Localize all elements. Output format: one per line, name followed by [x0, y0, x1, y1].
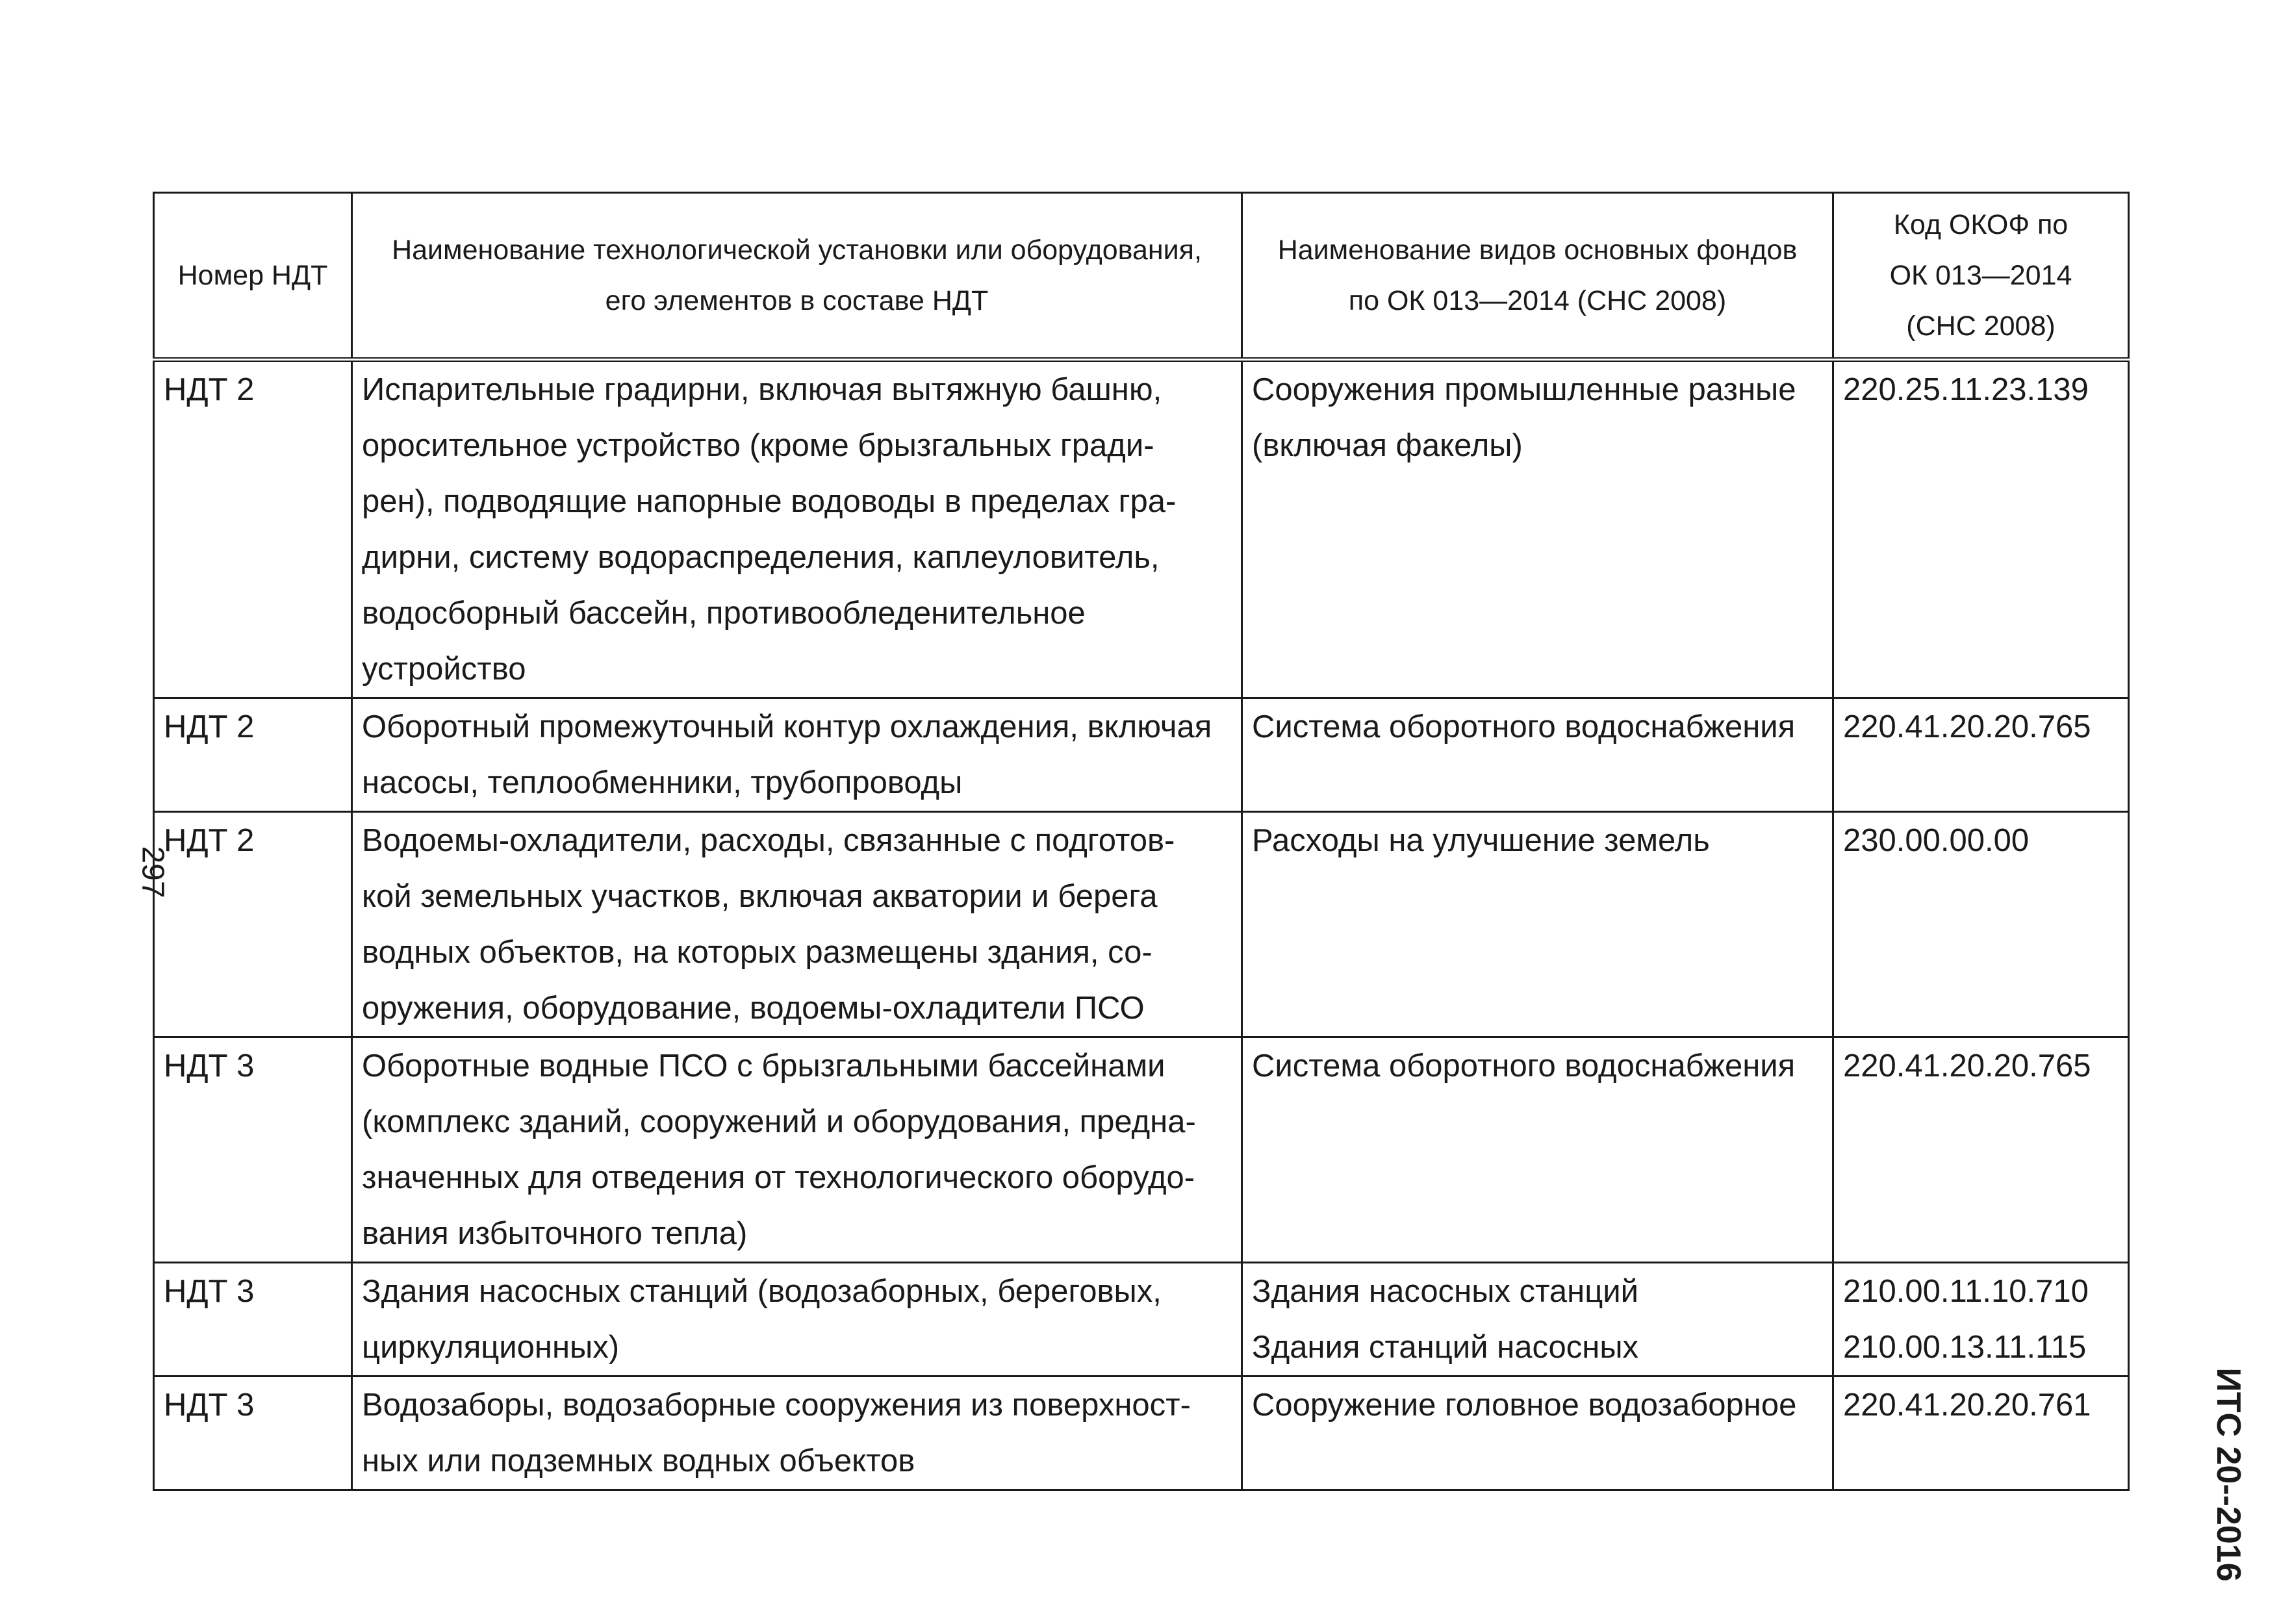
cell-equipment-name-line: значенных для отведения от технологического оборудо-: [362, 1160, 1195, 1195]
cell-equipment-name-line: дирни, систему водораспределения, каплеуловитель,: [362, 540, 1160, 575]
table-row: [154, 1263, 2129, 1377]
table-header-row: [154, 193, 2129, 360]
table-row: [154, 698, 2129, 812]
cell-ndt-number-text: НДТ 2: [164, 709, 255, 744]
cell-asset-kind-line: Сооружения промышленные разные: [1252, 372, 1796, 407]
cell-equipment-name-line: вания избыточного тепла): [362, 1216, 748, 1251]
header-number: [154, 193, 352, 360]
cell-asset-kind-line: (включая факелы): [1252, 428, 1523, 463]
header-code-line: ОК 013—2014: [1889, 260, 2072, 291]
cell-asset-kind: [1242, 698, 1833, 812]
cell-ndt-number: [154, 1037, 352, 1263]
header-number-label: Номер НДТ: [177, 260, 328, 291]
cell-okof-code: [1833, 1037, 2129, 1263]
header-code: [1833, 193, 2129, 360]
document-id: ИТС 20--2016: [2209, 1367, 2247, 1582]
cell-asset-kind: [1242, 812, 1833, 1037]
cell-equipment-name: [352, 360, 1242, 698]
cell-asset-kind-line: Здания станций насосных: [1252, 1330, 1639, 1365]
header-kind-line: Наименование видов основных фондов: [1277, 235, 1798, 266]
header-name: [352, 193, 1242, 360]
cell-okof-code-line: 220.41.20.20.765: [1843, 709, 2091, 744]
cell-okof-code: [1833, 1263, 2129, 1377]
header-name-line: его элементов в составе НДТ: [605, 285, 989, 316]
cell-equipment-name-line: Оборотный промежуточный контур охлаждения, включая: [362, 709, 1212, 744]
cell-asset-kind-line: Система оборотного водоснабжения: [1252, 709, 1796, 744]
cell-okof-code: [1833, 698, 2129, 812]
cell-equipment-name-line: оросительное устройство (кроме брызгальных гради-: [362, 428, 1154, 463]
header-kind-line: по ОК 013—2014 (СНС 2008): [1348, 285, 1727, 316]
cell-ndt-number: [154, 1263, 352, 1377]
cell-ndt-number-text: НДТ 3: [164, 1048, 255, 1084]
cell-equipment-name-line: оружения, оборудование, водоемы-охладители ПСО: [362, 991, 1145, 1026]
table-row: [154, 360, 2129, 698]
cell-asset-kind-line: Здания насосных станций: [1252, 1274, 1639, 1309]
page-number: 297: [135, 846, 170, 898]
cell-equipment-name-line: Водозаборы, водозаборные сооружения из поверхност-: [362, 1388, 1191, 1423]
cell-equipment-name-line: насосы, теплообменники, трубопроводы: [362, 765, 963, 800]
cell-equipment-name-line: рен), подводящие напорные водоводы в пределах гра-: [362, 484, 1177, 519]
cell-ndt-number: [154, 1377, 352, 1490]
cell-equipment-name-line: кой земельных участков, включая акватории и берега: [362, 879, 1158, 914]
cell-ndt-number-text: НДТ 2: [164, 372, 255, 407]
cell-asset-kind-line: Система оборотного водоснабжения: [1252, 1048, 1796, 1084]
cell-okof-code: [1833, 812, 2129, 1037]
cell-asset-kind-line: Расходы на улучшение земель: [1252, 823, 1710, 858]
cell-equipment-name-line: циркуляционных): [362, 1330, 620, 1365]
cell-okof-code-line: 210.00.13.11.115: [1843, 1330, 2087, 1365]
header-code-line: Код ОКОФ по: [1893, 209, 2069, 240]
cell-equipment-name-line: Оборотные водные ПСО с брызгальными бассейнами: [362, 1048, 1165, 1084]
cell-ndt-number: [154, 698, 352, 812]
cell-ndt-number: [154, 360, 352, 698]
cell-ndt-number: [154, 812, 352, 1037]
cell-okof-code-line: 210.00.11.10.710: [1843, 1274, 2089, 1309]
header-kind: [1242, 193, 1833, 360]
header-name-line: Наименование технологической установки или оборудования,: [392, 235, 1202, 266]
cell-equipment-name-line: водосборный бассейн, противообледенительное: [362, 596, 1086, 631]
cell-ndt-number-text: НДТ 2: [164, 823, 255, 858]
cell-ndt-number-text: НДТ 3: [164, 1274, 255, 1309]
cell-okof-code: [1833, 360, 2129, 698]
cell-equipment-name-line: устройство: [362, 652, 526, 687]
table-row: [154, 1037, 2129, 1263]
cell-equipment-name: [352, 1037, 1242, 1263]
cell-okof-code-line: 230.00.00.00: [1843, 823, 2030, 858]
cell-equipment-name: [352, 1263, 1242, 1377]
cell-equipment-name-line: водных объектов, на которых размещены здания, со-: [362, 935, 1152, 970]
cell-equipment-name-line: Испарительные градирни, включая вытяжную башню,: [362, 372, 1162, 407]
cell-okof-code-line: 220.41.20.20.765: [1843, 1048, 2091, 1084]
cell-asset-kind: [1242, 1377, 1833, 1490]
table-row: [154, 812, 2129, 1037]
cell-equipment-name: [352, 698, 1242, 812]
table-row: [154, 1377, 2129, 1490]
cell-equipment-name: [352, 812, 1242, 1037]
cell-equipment-name-line: ных или подземных водных объектов: [362, 1443, 915, 1478]
cell-okof-code-line: 220.25.11.23.139: [1843, 372, 2089, 407]
cell-okof-code: [1833, 1377, 2129, 1490]
cell-ndt-number-text: НДТ 3: [164, 1388, 255, 1423]
cell-equipment-name-line: Здания насосных станций (водозаборных, береговых,: [362, 1274, 1162, 1309]
cell-asset-kind: [1242, 1037, 1833, 1263]
ndt-equipment-table: [153, 192, 2130, 1491]
cell-equipment-name-line: (комплекс зданий, сооружений и оборудования, предна-: [362, 1104, 1196, 1139]
cell-asset-kind: [1242, 360, 1833, 698]
header-code-line: (СНС 2008): [1906, 311, 2056, 342]
cell-equipment-name: [352, 1377, 1242, 1490]
table-body: [154, 360, 2129, 1490]
cell-equipment-name-line: Водоемы-охладители, расходы, связанные с подготов-: [362, 823, 1175, 858]
cell-okof-code-line: 220.41.20.20.761: [1843, 1388, 2091, 1423]
cell-asset-kind: [1242, 1263, 1833, 1377]
cell-asset-kind-line: Сооружение головное водозаборное: [1252, 1388, 1797, 1423]
